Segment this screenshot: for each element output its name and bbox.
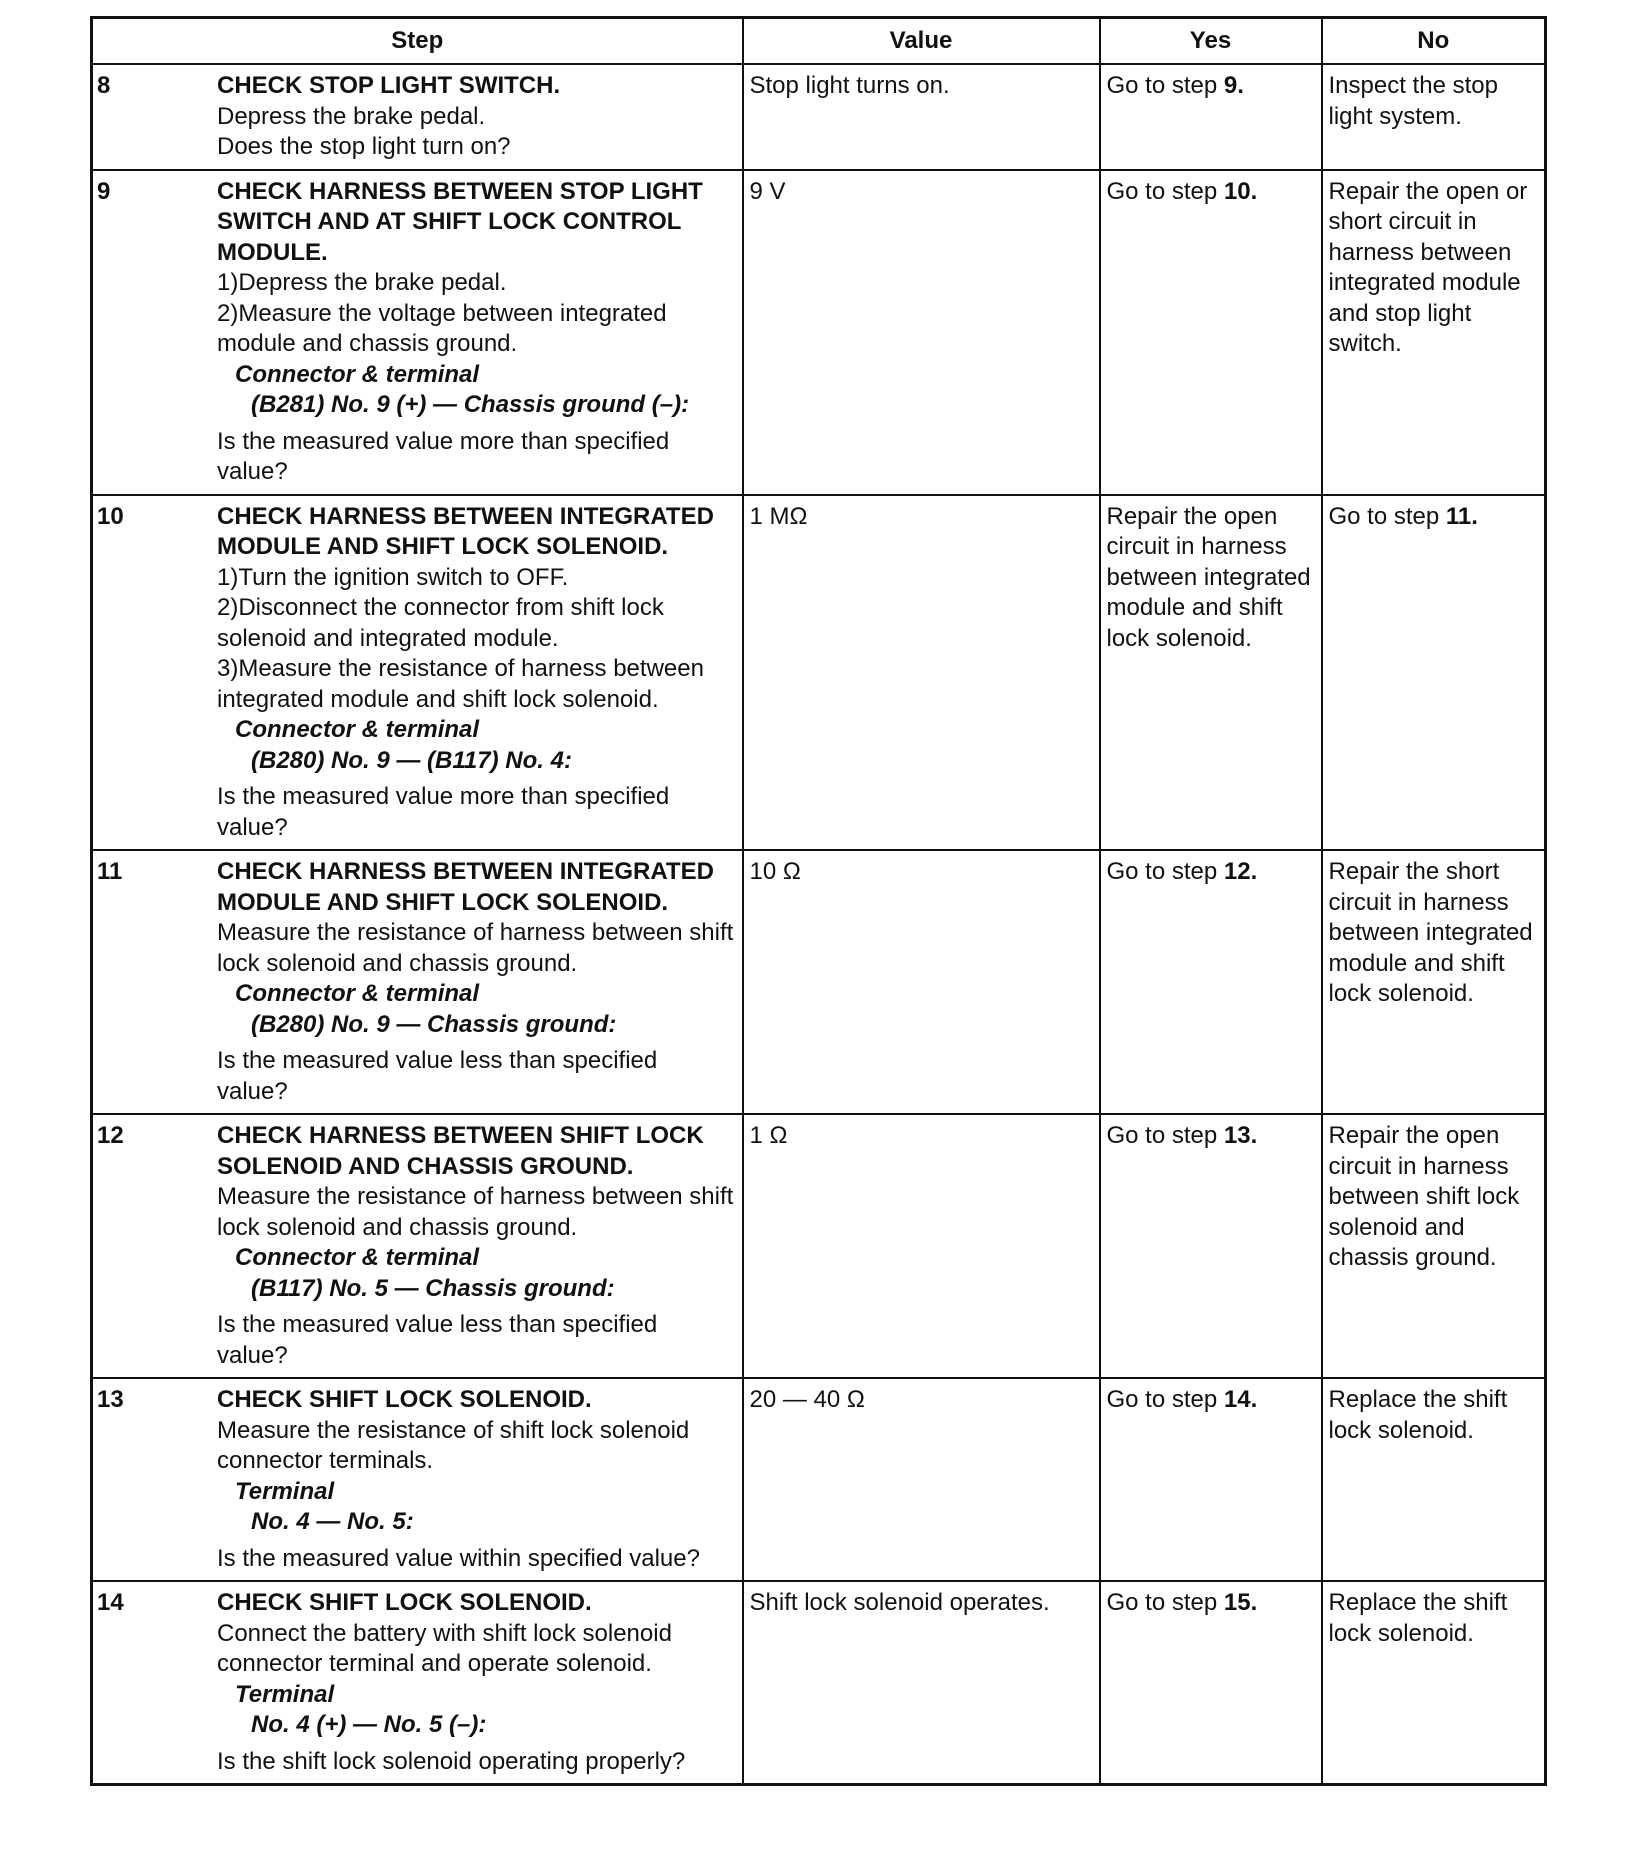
no-text: Repair the short circuit in harness between integrated module and shift lock solenoid.	[1328, 858, 1533, 1007]
instruction-line: Measure the resistance of harness between shift lock solenoid and chassis ground.	[217, 1183, 734, 1241]
instruction-line: Measure the resistance of harness between shift lock solenoid and chassis ground.	[217, 919, 734, 977]
step-instructions	[217, 1416, 734, 1477]
yes-step-link: 13.	[1223, 1122, 1258, 1149]
step-title: CHECK STOP LIGHT SWITCH.	[217, 72, 561, 99]
step-title: CHECK HARNESS BETWEEN STOP LIGHT SWITCH AND AT SHIFT LOCK CONTROL MODULE.	[217, 177, 703, 266]
value-cell: Shift lock solenoid operates.	[743, 1581, 1100, 1785]
no-text: Repair the open or short circuit in harness between integrated module and stop light switch.	[1328, 177, 1528, 357]
connector-label: Connector & terminal	[235, 1244, 480, 1271]
table-header-row	[92, 18, 1546, 65]
instruction-line: 1)Depress the brake pedal.	[217, 269, 507, 296]
step-question: Is the measured value within specified value?	[217, 1544, 700, 1572]
yes-prefix: Go to step	[1106, 858, 1224, 885]
no-text: Repair the open circuit in harness between shift lock solenoid and chassis ground.	[1328, 1122, 1520, 1271]
no-prefix: Go to step	[1328, 502, 1446, 530]
value-cell: 1 Ω	[743, 1114, 1100, 1378]
step-question: Does the stop light turn on?	[217, 133, 511, 160]
step-instructions	[217, 918, 734, 979]
header-no: No	[1322, 18, 1546, 65]
step-instructions	[217, 102, 734, 133]
yes-text: Repair the open circuit in harness between integrated module and shift lock solenoid.	[1106, 502, 1311, 652]
no-cell	[1322, 495, 1546, 851]
yes-prefix: Go to step	[1106, 1122, 1224, 1149]
step-cell	[92, 64, 743, 170]
table-body	[92, 64, 1546, 1785]
step-instructions	[217, 268, 734, 360]
step-title: CHECK HARNESS BETWEEN INTEGRATED MODULE AND SHIFT LOCK SOLENOID.	[217, 502, 714, 560]
step-number: 8	[97, 72, 111, 99]
table-row	[92, 1378, 1546, 1581]
connector-value: No. 4 (+) — No. 5 (–):	[251, 1711, 487, 1738]
connector-label: Connector & terminal	[235, 980, 480, 1007]
yes-prefix: Go to step	[1106, 72, 1224, 99]
connector-label: Terminal	[235, 1477, 335, 1505]
no-cell	[1322, 1378, 1546, 1581]
yes-cell	[1100, 170, 1322, 495]
header-step: Step	[92, 18, 743, 65]
connector-label: Terminal	[235, 1680, 335, 1708]
step-cell	[92, 1581, 743, 1785]
instruction-line: 2)Measure the voltage between integrated module and chassis ground.	[217, 299, 667, 357]
connector-value: (B280) No. 9 — (B117) No. 4:	[251, 746, 572, 774]
value-cell: 9 V	[743, 170, 1100, 495]
table-row	[92, 850, 1546, 1114]
step-number: 14	[97, 1589, 124, 1616]
yes-step-link: 15.	[1223, 1589, 1258, 1616]
step-cell	[92, 495, 743, 851]
instruction-line: Depress the brake pedal.	[217, 102, 486, 130]
table-row	[92, 64, 1546, 170]
no-step-link: 11.	[1445, 502, 1478, 530]
table-row	[92, 1581, 1546, 1785]
step-question: Is the shift lock solenoid operating properly?	[217, 1747, 686, 1775]
step-title: CHECK SHIFT LOCK SOLENOID.	[217, 1386, 592, 1413]
step-number: 10	[97, 502, 124, 530]
step-title: CHECK HARNESS BETWEEN SHIFT LOCK SOLENOID AND CHASSIS GROUND.	[217, 1122, 704, 1180]
instruction-line: Connect the battery with shift lock solenoid connector terminal and operate solenoid.	[217, 1619, 672, 1677]
table-row	[92, 495, 1546, 851]
yes-prefix: Go to step	[1106, 177, 1224, 205]
yes-cell	[1100, 1114, 1322, 1378]
step-instructions	[217, 1182, 734, 1243]
step-title: CHECK SHIFT LOCK SOLENOID.	[217, 1589, 592, 1616]
yes-step-link: 14.	[1223, 1386, 1258, 1413]
connector-value: (B117) No. 5 — Chassis ground:	[251, 1274, 615, 1302]
no-text: Inspect the stop light system.	[1328, 72, 1498, 130]
instruction-line: 1)Turn the ignition switch to OFF.	[217, 563, 569, 591]
step-title: CHECK HARNESS BETWEEN INTEGRATED MODULE AND SHIFT LOCK SOLENOID.	[217, 858, 714, 916]
yes-prefix: Go to step	[1106, 1386, 1224, 1413]
no-cell	[1322, 1114, 1546, 1378]
no-cell	[1322, 64, 1546, 170]
yes-step-link: 10.	[1223, 177, 1258, 205]
step-number: 9	[97, 177, 111, 205]
yes-step-link: 9.	[1223, 72, 1244, 99]
connector-label: Connector & terminal	[235, 716, 480, 743]
no-cell	[1322, 1581, 1546, 1785]
yes-cell	[1100, 850, 1322, 1114]
step-question: Is the measured value less than specified value?	[217, 1311, 658, 1369]
no-cell	[1322, 850, 1546, 1114]
step-number: 12	[97, 1122, 124, 1149]
connector-value: No. 4 — No. 5:	[251, 1508, 414, 1535]
connector-value: (B281) No. 9 (+) — Chassis ground (–):	[251, 391, 690, 418]
instruction-line: 2)Disconnect the connector from shift lock solenoid and integrated module.	[217, 594, 664, 652]
yes-cell	[1100, 495, 1322, 851]
no-text: Replace the shift lock solenoid.	[1328, 1589, 1508, 1647]
step-instructions	[217, 1619, 734, 1680]
step-cell	[92, 170, 743, 495]
value-cell: Stop light turns on.	[743, 64, 1100, 170]
connector-label: Connector & terminal	[235, 360, 480, 388]
yes-step-link: 12.	[1223, 858, 1258, 885]
step-number: 13	[97, 1386, 124, 1413]
value-cell: 1 MΩ	[743, 495, 1100, 851]
value-cell: 10 Ω	[743, 850, 1100, 1114]
no-text: Replace the shift lock solenoid.	[1328, 1386, 1508, 1444]
header-value: Value	[743, 18, 1100, 65]
step-cell	[92, 1114, 743, 1378]
table-row	[92, 1114, 1546, 1378]
value-cell: 20 — 40 Ω	[743, 1378, 1100, 1581]
instruction-line: Measure the resistance of shift lock solenoid connector terminals.	[217, 1416, 690, 1474]
yes-cell	[1100, 1378, 1322, 1581]
diagnostic-table	[90, 16, 1547, 1786]
step-question: Is the measured value more than specified value?	[217, 783, 670, 841]
yes-prefix: Go to step	[1106, 1589, 1224, 1616]
table-row	[92, 170, 1546, 495]
yes-cell	[1100, 64, 1322, 170]
no-cell	[1322, 170, 1546, 495]
step-cell	[92, 1378, 743, 1581]
connector-value: (B280) No. 9 — Chassis ground:	[251, 1010, 617, 1038]
step-instructions	[217, 563, 734, 716]
step-cell	[92, 850, 743, 1114]
instruction-line: 3)Measure the resistance of harness between integrated module and shift lock solenoid.	[217, 655, 704, 713]
header-yes: Yes	[1100, 18, 1322, 65]
step-question: Is the measured value less than specified value?	[217, 1047, 658, 1105]
yes-cell	[1100, 1581, 1322, 1785]
step-question: Is the measured value more than specified value?	[217, 427, 670, 485]
step-number: 11	[97, 858, 123, 885]
